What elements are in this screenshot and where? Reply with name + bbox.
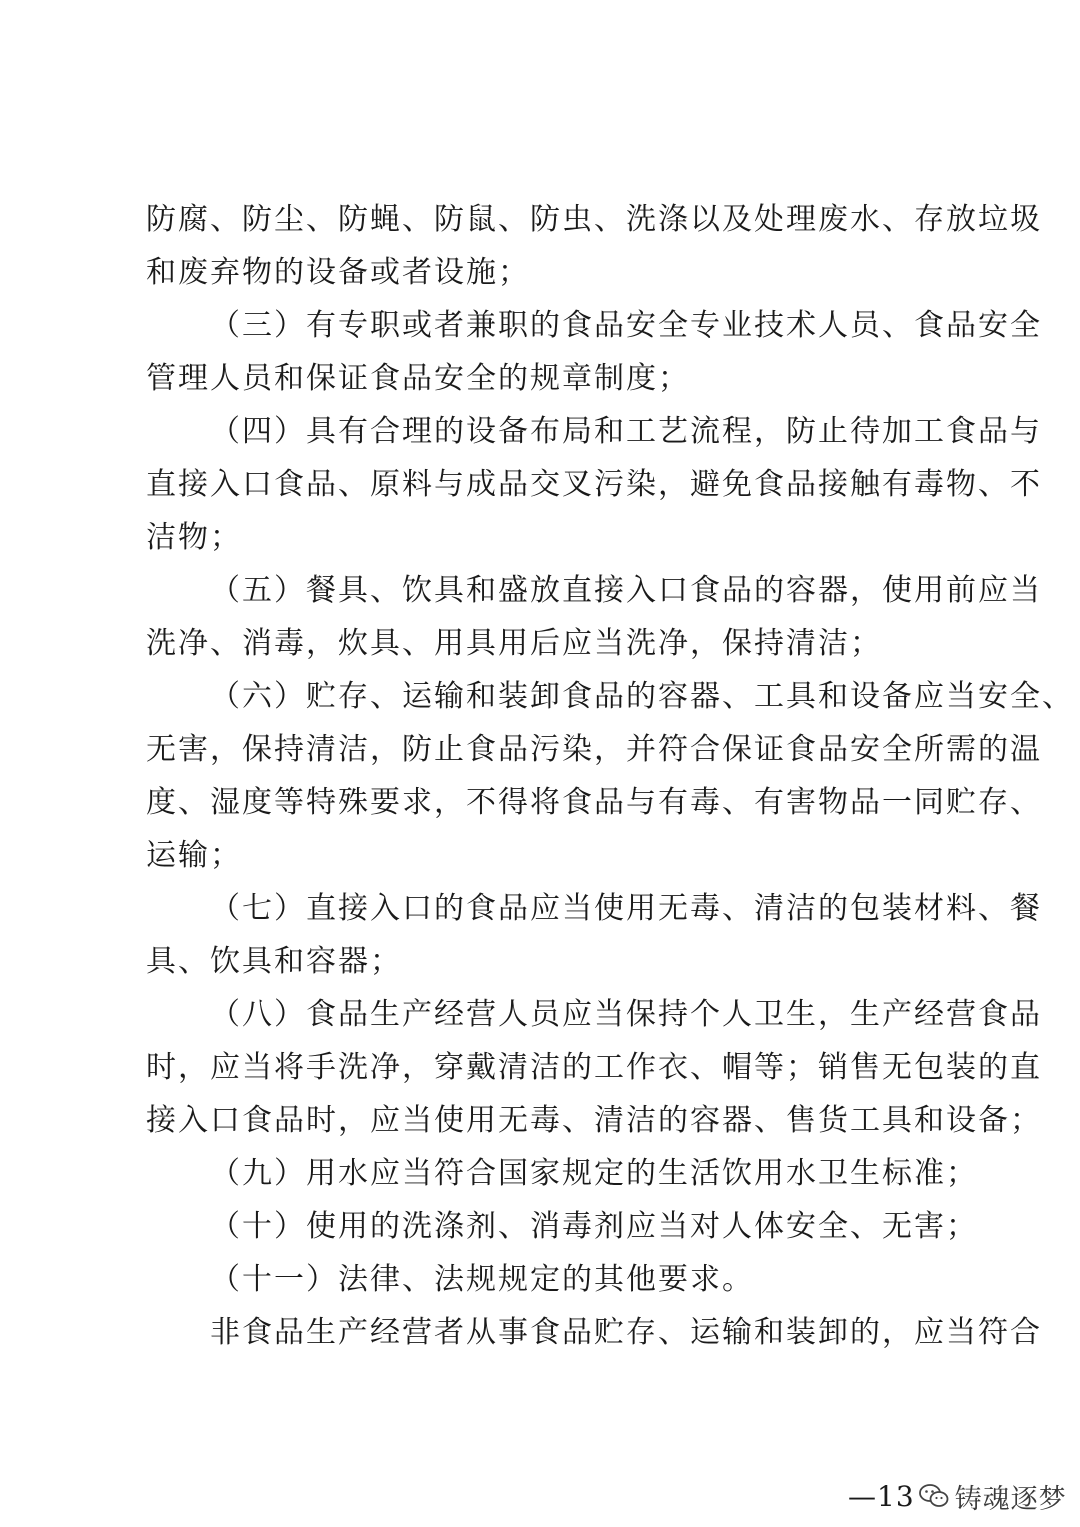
text-line: 度、湿度等特殊要求，不得将食品与有毒、有害物品一同贮存、 — [146, 785, 1042, 820]
text-line: （六）贮存、运输和装卸食品的容器、工具和设备应当安全、 — [210, 679, 1074, 714]
text-line: 时，应当将手洗净，穿戴清洁的工作衣、帽等；销售无包装的直 — [146, 1050, 1042, 1085]
text-line: 直接入口食品、原料与成品交叉污染，避免食品接触有毒物、不 — [146, 467, 1042, 502]
text-line: 运输； — [146, 838, 242, 873]
document-body — [146, 193, 1074, 1359]
text-line: （七）直接入口的食品应当使用无毒、清洁的包装材料、餐 — [210, 891, 1042, 926]
wechat-icon — [919, 1483, 949, 1509]
text-line: （十一）法律、法规规定的其他要求。 — [210, 1262, 754, 1297]
text-line: 和废弃物的设备或者设施； — [146, 255, 530, 290]
text-line: 洁物； — [146, 520, 242, 555]
text-line: 非食品生产经营者从事食品贮存、运输和装卸的，应当符合 — [210, 1315, 1042, 1350]
text-line: （三）有专职或者兼职的食品安全专业技术人员、食品安全 — [210, 308, 1042, 343]
text-line: （八）食品生产经营人员应当保持个人卫生，生产经营食品 — [210, 997, 1042, 1032]
page-number: —13 — [848, 1479, 915, 1513]
text-line: 无害，保持清洁，防止食品污染，并符合保证食品安全所需的温 — [146, 732, 1042, 767]
text-line: （五）餐具、饮具和盛放直接入口食品的容器，使用前应当 — [210, 573, 1042, 608]
text-line: （十）使用的洗涤剂、消毒剂应当对人体安全、无害； — [210, 1209, 978, 1244]
text-line: 防腐、防尘、防蝇、防鼠、防虫、洗涤以及处理废水、存放垃圾 — [146, 202, 1042, 237]
text-line: 管理人员和保证食品安全的规章制度； — [146, 361, 690, 396]
page-footer — [848, 1476, 1067, 1516]
text-line: （九）用水应当符合国家规定的生活饮用水卫生标准； — [210, 1156, 978, 1191]
text-line: 接入口食品时，应当使用无毒、清洁的容器、售货工具和设备； — [146, 1103, 1042, 1138]
text-line: （四）具有合理的设备布局和工艺流程，防止待加工食品与 — [210, 414, 1042, 449]
text-line: 洗净、消毒，炊具、用具用后应当洗净，保持清洁； — [146, 626, 882, 661]
text-line: 具、饮具和容器； — [146, 944, 402, 979]
wechat-watermark — [919, 1477, 1067, 1516]
watermark-text: 铸魂逐梦 — [954, 1483, 1067, 1515]
